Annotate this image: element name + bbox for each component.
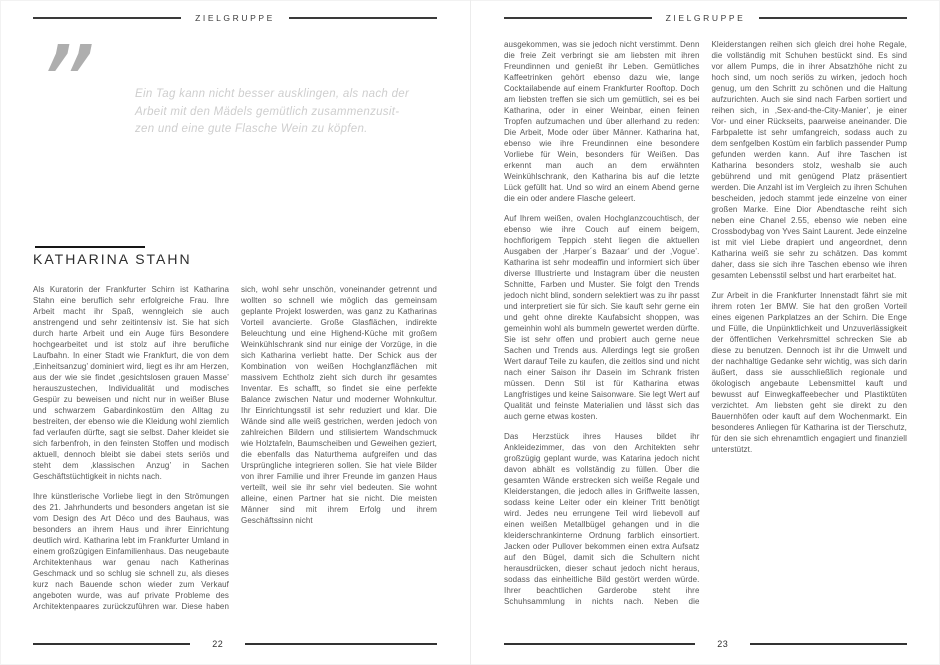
page-header	[504, 13, 907, 23]
footer-rule-left	[504, 643, 695, 645]
quote-line: zen und eine gute Flasche Wein zu köpfen.	[135, 123, 368, 135]
page-title: KATHARINA STAHN	[33, 251, 192, 267]
header-rule-left	[33, 17, 181, 19]
section-title: ZIELGRUPPE	[665, 13, 746, 23]
header-rule-right	[289, 17, 437, 19]
body-text-columns	[33, 284, 437, 612]
page-footer	[33, 639, 437, 649]
header-rule-right	[759, 17, 907, 19]
pull-quote-text	[135, 86, 435, 139]
page-right	[470, 0, 940, 665]
page-number: 23	[717, 639, 729, 649]
paragraph: Als Kuratorin der Frankfurter Schirn ist Katharina Stahn eine beruflich sehr erfolgreiche Frau. Ihre Arbeit macht ihr Spaß, wenngleich sie auch anstrengend und sehr zeitintensiv ist. Sie hat sich durch harte Arbeit und ein Auge fürs Besondere hochgearbeitet und ist stolz auf ihre berufliche Laufbahn. In einer Stadt wie Frankfurt, die von dem ‚Einheitsanzug’ dominiert wird, liegt es ihr am Herzen, aus der wie sie findet ‚gesichtslosen grauen Masse’ herauszustechen, Individualität und modisches Gespür zu beweisen und nicht nur in weißer Bluse und schwarzem Gabardinkostüm den Alltag zu bestreiten, der ebenso wie die Kleidung wohl ziemlich fad verlaufen dürfte, sagt sie selbst. Daher kleidet sie sich farbenfroh, in den feinsten Stoffen und modisch aktuell, dennoch bleibt sie dabei stets seriös und steht dem ‚klassischen Anzug’ in Sachen Geschäftstüchtigkeit in nichts nach.	[33, 285, 229, 481]
quote-line: Arbeit mit den Mädels gemütlich zusammenzusit-	[135, 105, 400, 118]
page-number: 22	[212, 639, 224, 649]
pull-quote	[33, 23, 437, 153]
quote-line: Ein Tag kann nicht besser ausklingen, als nach der	[135, 88, 410, 100]
footer-rule-right	[245, 643, 437, 645]
body-text-columns	[504, 39, 907, 611]
page-footer	[504, 639, 907, 649]
header-rule-left	[504, 17, 652, 19]
heading-rule	[35, 246, 145, 248]
paragraph: Zur Arbeit in die Frankfurter Innenstadt fährt sie mit ihrem roten 1er BMW. Sie hat den großen Vorteil eines eigenen Parkplatzes an der Schirn. Die Enge und Fülle, die Unpünktlichkeit und Unzuverlässigkeit der öffentlichen Verkehrsmittel schrecken Sie ab diese zu benutzen. Dennoch ist ihr die Umwelt und der nachhaltige Gedanke sehr wichtig, was sich darin äußert, dass sie ausschließlich regionale und ökologisch angebaute Lebensmittel kauft und bewusst auf Einwegkaffeebecher und Plastiktüten verzichtet. Am liebsten geht sie direkt zu den Bauernhöfen oder kauft auf dem Wochenmarkt. Ein besonderes Anliegen für Katharina ist der Tierschutz, für den sie sich ehrenamtlich engagiert und finanziell unterstützt.	[711, 291, 907, 454]
section-title: ZIELGRUPPE	[195, 13, 275, 23]
paragraph: Auf Ihrem weißen, ovalen Hochglanzcouchtisch, der ebenso wie ihre Couch auf einem beigem, hochflorigem Teppich steht liegen die aktuellen Ausgaben der ‚Harper´s Bazaar’ und der ‚Vogue’. Katharina ist sehr modeaffin und informiert sich über diverse Illustrierte und Instagram über die neusten Schnitte, Farben und Muster. Sie folgt den Trends jedoch nicht blind, sondern selektiert was zu ihr passt und interpretiert sie für sich. Sie kauft sehr gerne ein und geht ohne direkte Kaufabsicht shoppen, was gemeinhin wohl als bummeln gewertet werden dürfte. Sie ist sehr offen und probiert auch gerne neue Sachen und Trends aus. Allerdings legt sie großen Wert darauf Teile zu kaufen, die zeitlos sind und nicht nach einer Saison ihr Dasein im Schrank fristen müssen. Denn Stil ist für Katharina etwas Langfristiges und keine Saisonware. Sie legt Wert auf Qualität und feinste Materialien und lässt sich das auch gerne etwas kosten.	[504, 214, 700, 421]
paragraph: ausgekommen, was sie jedoch nicht verstimmt. Denn die freie Zeit verbringt sie am liebsten mit ihren Freundinnen und genießt ihr Leben. Gemütliches Kaffeetrinken gehört ebenso dazu wie, lange Cocktailabende auf einem Frankfurter Rooftop. Doch am liebsten treffen sie sich um gemütlich, sei es bei Katharina, oder in einer Weinbar, einen feinen Tropfen aufzumachen und über allerhand zu reden: Die Arbeit, Mode oder über Männer. Katharina hat, ebenso wie ihre Freundinnen eine besondere Vorliebe für Wein, besonders für Weißen. Das erkennt man auch an dem erwähnten Weinkühlschrank, den Katharina bis auf die letzte Lück gefüllt hat. Und so wird an einem Abend gerne die ein oder andere Flasche geleert.	[504, 40, 700, 203]
paragraph: Ihre künstlerische Vorliebe liegt in den Strömungen des 21. Jahrhunderts und besonders angetan ist sie vom Design des Art Déco und des Bauhaus, was besonders an ihrem Haus und ihrer Einrichtung deutlich wird. Katharina lebt im Frankfurter Umland in einem großzügigen Einfamilienhaus. Das neugebaute Architektenhaus war genau nach Katherinas Geschmack und so schlug sie schnell zu, als dieses kurz nach Bauende schon wieder zum Verkauf angeboten wurde, was auf private Probleme des Architektenpaares zurückzuführen war. Diese haben sich, wohl sehr unschön, voneinander getrennt und wollten so schnell wie möglich das gemeinsam geplante Projekt loswerden, was ganz zu Katharinas Vorteil avancierte. Große Glasflächen, indirekte Beleuchtung und eine Highend-Küche mit großem Weinkühlschrank sind nur einige der Vorzüge, in die sich Katharina verliebt hatte. Der Schick aus der Kombination von weißen Hochglanzflächen mit massivem Echtholz zieht sich durch ihr gesamtes Inventar. Es schafft, so findet sie eine perfekte Balance zwischen Natur und moderner Wohnkultur. Ihr Einrichtungsstil ist sehr reduziert und klar. Die Wände sind alle weiß gestrichen, werden jedoch von zahlreichen Bildern und stilisiertem Wandschmuck wie Holztafeln, Baumscheiben und Geweihen geziert, die ebenfalls das Naturthema aufgreifen und das Ursprüngliche integrieren sollen. Sie hat viele Bilder von ihrer Familie und ihrer Freunde im ganzen Haus verteilt, weil sie ihr sehr viel bedeuten. Sie wohnt alleine, einen Partner hat sie nicht. Die meisten Männer sind mit ihrem Erfolg und ihrem Geschäftssinn nicht	[33, 285, 437, 611]
quotation-marks-icon: ”	[33, 23, 92, 153]
paragraph: Das Herzstück ihres Hauses bildet ihr Ankleidezimmer, das von den Architekten sehr großzügig geplant wurde, was Katarina jedoch nicht davon abhält es vollständig zu füllen. Über die gesamten Wände erstrecken sich weiße Regale und Kleiderstangen, die jedoch alles in Griffweite lassen, sodass keine Leiter oder ein kleiner Tritt benötigt wird. Jedes neu errungene Teil wird liebevoll auf einen weißen Metallbügel gehangen und in die kleiderschrankinterne Ordnung farblich einsortiert. Jacken oder Pullover bekommen einen extra Aufsatz auf den Bügel, damit sich die Schultern nicht herausdrücken, dieser schaut jedoch nicht heraus, sodass das einheitliche Bild gestört werden würde. Ihrer beachtlichen Garderobe steht ihre Schuhsammlung in nichts nach. Neben die Kleiderstangen reihen sich gleich drei hohe Regale, die vollständig mit Schuhen bestückt sind. Es sind vor allem Pumps, die in ihrer Absatzhöhe nicht zu hoch sind, um noch seriös zu wirken, jedoch hoch genug, um den Schritt zu schönen und die Haltung aufzurichten. Auch sie sind nach Farben sortiert und reihen sich, in ‚Sex-and-the-City-Manier’, je einer Vor- und einer Rückseits, paarweise aneinander. Die Farbpalette ist sehr umfangreich, sodass auch zu dem senfgelben Kostüm ein farblich passender Pump gefunden werden kann. Auf ihre Taschen ist Katharina besonders stolz, weshalb sie auch gebührend und mit genügend Platz präsentiert werden. Die Anzahl ist im Vergleich zu ihren Schuhen bescheiden, jedoch stammt jede einzelne von einer großen Marke. Eine Dior Abendtasche reiht sich neben eine Chanel 2.55, ebenso wie neben eine Crossbodybag von Yves Saint Laurent. Jede einzelne ist mit viel Liebe drapiert und angeordnet, denn Katharina weiß sie sehr zu schätzen. Das kommt daher, dass sie sich ihre Taschen ebenso wie ihren gesamten Lebensstil selbst und hart erarbeitet hat.	[504, 40, 907, 606]
footer-rule-left	[33, 643, 190, 645]
footer-rule-right	[750, 643, 907, 645]
page-header	[33, 13, 437, 23]
